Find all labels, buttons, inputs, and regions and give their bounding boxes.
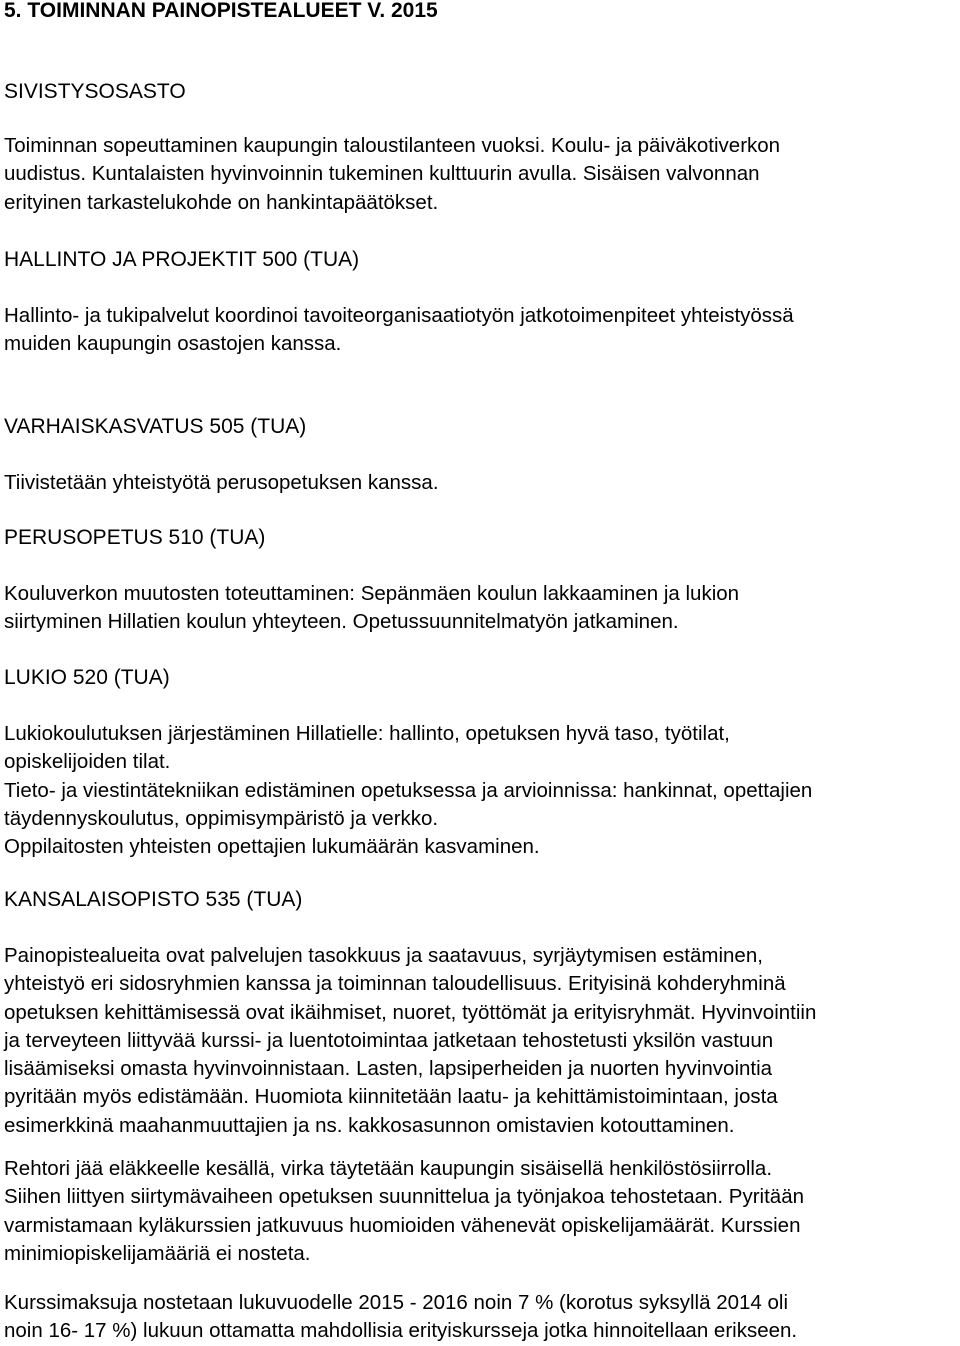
text-line: noin 16- 17 %) lukuun ottamatta mahdollisia erityiskursseja jotka hinnoitellaan erikseen. (4, 1319, 798, 1343)
document-title: 5. TOIMINNAN PAINOPISTEALUEET V. 2015 (4, 0, 438, 22)
section-heading-varhaiskasvatus: VARHAISKASVATUS 505 (TUA) (4, 415, 307, 438)
text-line: uudistus. Kuntalaisten hyvinvoinnin tukeminen kulttuurin avulla. Sisäisen valvonnan (4, 162, 760, 186)
section-heading-perusopetus: PERUSOPETUS 510 (TUA) (4, 526, 266, 549)
text-line: opiskelijoiden tilat. (4, 750, 171, 774)
text-line: varmistamaan kyläkurssien jatkuvuus huomioiden vähenevät opiskelijamäärät. Kurssien (4, 1213, 801, 1237)
section-text-hallinto (4, 302, 956, 359)
text-line: muiden kaupungin osastojen kanssa. (4, 332, 342, 356)
text-line: Painopistealueita ovat palvelujen tasokkuus ja saatavuus, syrjäytymisen estäminen, (4, 944, 763, 967)
text-line: Toiminnan sopeuttaminen kaupungin taloustilanteen vuoksi. Koulu- ja päiväkotiverkon (4, 134, 781, 157)
text-line: Oppilaitosten yhteisten opettajien lukumäärän kasvaminen. (4, 835, 540, 859)
text-line: Kouluverkon muutosten toteuttaminen: Sepänmäen koulun lakkaaminen ja lukion (4, 582, 740, 605)
text-line: minimiopiskelijamääriä ei nosteta. (4, 1241, 311, 1265)
section-heading-hallinto: HALLINTO JA PROJEKTIT 500 (TUA) (4, 248, 360, 271)
text-line: Rehtori jää eläkkeelle kesällä, virka täytetään kaupungin sisäisellä henkilöstösiirrolla. (4, 1157, 773, 1180)
text-line: ja terveyteen liittyvää kurssi- ja luentotoimintaa jatketaan tehostetusti yksilön vastuun (4, 1028, 774, 1052)
section-text-kansalaisopisto-1 (4, 942, 956, 1140)
text-line: esimerkkinä maahanmuuttajien ja ns. kakkosasunnon omistavien kotouttaminen. (4, 1113, 735, 1137)
text-line: lisäämiseksi omasta hyvinvoinnistaan. Lasten, lapsiperheiden ja nuorten hyvinvointia (4, 1057, 773, 1081)
text-line: pyritään myös edistämään. Huomiota kiinnitetään laatu- ja kehittämistoimintaan, josta (4, 1085, 778, 1109)
section-text-lukio (4, 720, 956, 861)
section-heading-lukio: LUKIO 520 (TUA) (4, 666, 170, 689)
intro-paragraph (4, 132, 956, 217)
text-line: Siihen liittyen siirtymävaiheen opetuksen suunnittelua ja työnjakoa tehostetaan. Pyritään (4, 1185, 804, 1209)
text-line: opetuksen kehittämisessä ovat ikäihmiset, nuoret, työttömät ja erityisryhmät. Hyvinvointiin (4, 1000, 817, 1024)
section-text-perusopetus (4, 580, 956, 637)
department-heading: SIVISTYSOSASTO (4, 80, 186, 103)
text-line: siirtyminen Hillatien koulun yhteyteen. Opetussuunnitelmatyön jatkaminen. (4, 610, 679, 634)
text-line: Lukiokoulutuksen järjestäminen Hillatielle: hallinto, opetuksen hyvä taso, työtilat, (4, 722, 730, 745)
text-line: Tiivistetään yhteistyötä perusopetuksen kanssa. (4, 471, 439, 494)
section-text-kansalaisopisto-3 (4, 1289, 956, 1346)
text-line: erityinen tarkastelukohde on hankintapäätökset. (4, 190, 439, 214)
text-line: Kurssimaksuja nostetaan lukuvuodelle 2015 - 2016 noin 7 % (korotus syksyllä 2014 oli (4, 1291, 789, 1314)
section-heading-kansalaisopisto: KANSALAISOPISTO 535 (TUA) (4, 888, 303, 911)
text-line: Tieto- ja viestintätekniikan edistäminen opetuksessa ja arvioinnissa: hankinnat, opettajien (4, 778, 813, 802)
text-line: täydennyskoulutus, oppimisympäristö ja verkko. (4, 806, 439, 830)
section-text-varhaiskasvatus (4, 469, 956, 497)
section-text-kansalaisopisto-2 (4, 1155, 956, 1268)
text-line: Hallinto- ja tukipalvelut koordinoi tavoiteorganisaatiotyön jatkotoimenpiteet yhteistyössä (4, 304, 794, 327)
text-line: yhteistyö eri sidosryhmien kanssa ja toiminnan taloudellisuus. Erityisinä kohderyhminä (4, 972, 786, 996)
